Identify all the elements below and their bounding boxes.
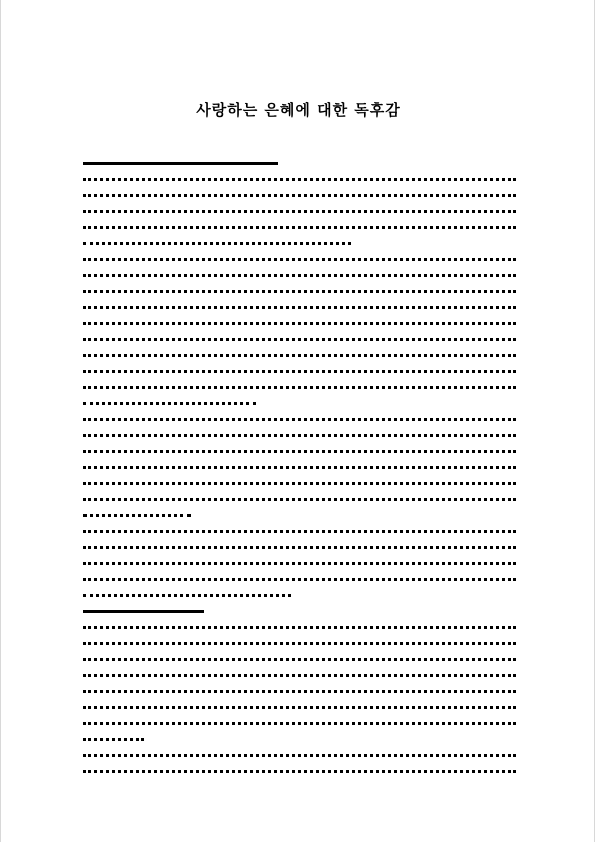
text-line xyxy=(83,642,516,654)
document-body xyxy=(83,158,516,782)
text-line xyxy=(83,178,516,190)
text-line xyxy=(83,306,516,318)
text-line xyxy=(83,450,516,462)
text-line xyxy=(83,194,516,206)
document-title: 사랑하는 은혜에 대한 독후감 xyxy=(196,101,401,119)
paragraph xyxy=(83,530,516,606)
paragraph xyxy=(83,754,516,782)
text-line xyxy=(83,738,516,750)
text-line xyxy=(83,690,516,702)
text-line xyxy=(83,530,516,542)
text-line xyxy=(83,722,516,734)
text-line xyxy=(83,610,516,622)
section-heading xyxy=(83,610,516,622)
text-line xyxy=(83,418,516,430)
text-line xyxy=(83,370,516,382)
text-line xyxy=(83,754,516,766)
text-line xyxy=(83,434,516,446)
text-line xyxy=(83,626,516,638)
text-line xyxy=(83,770,516,782)
text-line xyxy=(83,258,516,270)
text-line xyxy=(83,354,516,366)
paragraph xyxy=(83,258,516,414)
paragraph xyxy=(83,178,516,254)
text-line xyxy=(83,290,516,302)
text-line xyxy=(83,466,516,478)
paragraph xyxy=(83,626,516,750)
text-line xyxy=(83,674,516,686)
text-line xyxy=(83,514,516,526)
text-line xyxy=(83,162,516,174)
paragraph xyxy=(83,418,516,526)
text-line xyxy=(83,706,516,718)
text-line xyxy=(83,226,516,238)
text-line xyxy=(83,546,516,558)
text-line xyxy=(83,578,516,590)
text-line xyxy=(83,562,516,574)
text-line xyxy=(83,338,516,350)
text-line xyxy=(83,386,516,398)
text-line xyxy=(83,210,516,222)
text-line xyxy=(83,594,516,606)
text-line xyxy=(83,322,516,334)
text-line xyxy=(83,402,516,414)
section-heading xyxy=(83,162,516,174)
text-line xyxy=(83,482,516,494)
text-line xyxy=(83,274,516,286)
text-line xyxy=(83,498,516,510)
text-line xyxy=(83,658,516,670)
text-line xyxy=(83,242,516,254)
